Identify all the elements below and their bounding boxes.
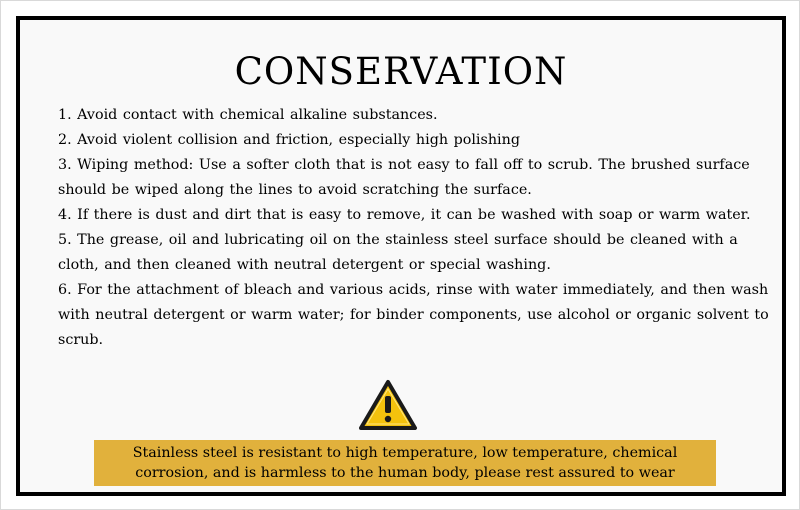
instruction-item-3: 3. Wiping method: Use a softer cloth that is not easy to fall off to scrub. The brushed surface should be wiped along the lines to avoid scratching the surface. [58,157,750,198]
page-title: CONSERVATION [234,50,568,93]
instruction-list [58,103,773,353]
conservation-card [16,16,786,496]
instruction-item-2: 2. Avoid violent collision and friction, especially high polishing [58,132,520,148]
instruction-item-1: 1. Avoid contact with chemical alkaline substances. [58,107,438,123]
instruction-item-5: 5. The grease, oil and lubricating oil on the stainless steel surface should be cleaned with a cloth, and then cleaned with neutral detergent or special washing. [58,232,738,273]
instruction-item-6: 6. For the attachment of bleach and various acids, rinse with water immediately, and then wash with neutral detergent or warm water; for binder components, use alcohol or organic solvent to scrub. [58,282,769,348]
warning-triangle-icon [358,379,418,431]
reassurance-banner: Stainless steel is resistant to high temperature, low temperature, chemical corrosion, and is harmless to the human body, please rest assured to wear [94,440,716,486]
instruction-item-4: 4. If there is dust and dirt that is easy to remove, it can be washed with soap or warm water. [58,207,751,223]
